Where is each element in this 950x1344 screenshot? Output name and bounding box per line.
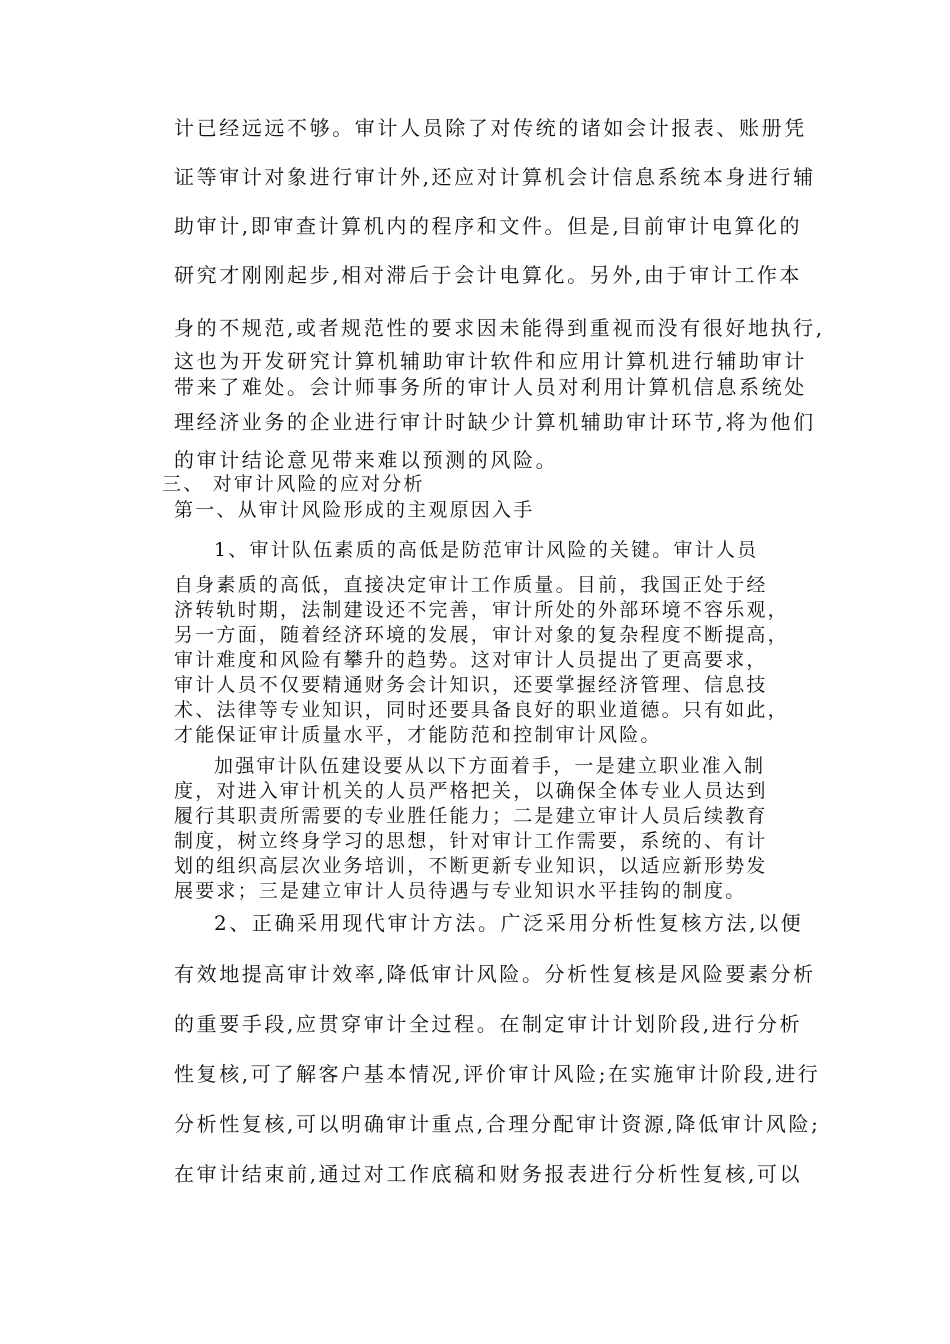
text-line: 另一方面，随着经济环境的发展，审计对象的复杂程度不断提高， [174,624,789,646]
text-line: 才能保证审计质量水平，才能防范和控制审计风险。 [174,724,662,746]
text-line: 带来了难处。会计师事务所的审计人员对利用计算机信息系统处 [174,375,807,399]
text-line: 审计人员不仅要精通财务会计知识，还要掌握经济管理、信息技 [174,674,768,696]
text-line: 身的不规范,或者规范性的要求因未能得到重视而没有很好地执行, [174,316,825,340]
text-line: 这也为开发研究计算机辅助审计软件和应用计算机进行辅助审计 [174,349,807,373]
text-line: 加强审计队伍建设要从以下方面着手，一是建立职业准入制 [214,755,766,777]
text-line: 度，对进入审计机关的人员严格把关，以确保全体专业人员达到 [174,780,768,802]
text-line: 1、审计队伍素质的高低是防范审计风险的关键。审计人员 [214,539,759,561]
text-line: 研究才刚刚起步,相对滞后于会计电算化。另外,由于审计工作本 [174,263,803,287]
text-line: 展要求；三是建立审计人员待遇与专业知识水平挂钩的制度。 [174,880,747,902]
text-line: 理经济业务的企业进行审计时缺少计算机辅助审计环节,将为他们 [174,410,816,434]
text-line: 2、正确采用现代审计方法。广泛采用分析性复核方法,以便 [214,911,804,935]
text-line: 有效地提高审计效率,降低审计风险。分析性复核是风险要素分析 [174,962,816,986]
text-line: 的审计结论意见带来难以预测的风险。 [174,448,559,472]
text-line: 划的组织高层次业务培训，不断更新专业知识，以适应新形势发 [174,855,768,877]
text-line: 履行其职责所需要的专业胜任能力；二是建立审计人员后续教育 [174,805,768,827]
text-line: 证等审计对象进行审计外,还应对计算机会计信息系统本身进行辅 [174,165,816,189]
text-line: 自身素质的高低，直接决定审计工作质量。目前，我国正处于经 [174,574,768,596]
text-line: 的重要手段,应贯穿审计全过程。在制定审计计划阶段,进行分析 [174,1012,803,1036]
text-line: 济转轨时期，法制建设还不完善，审计所处的外部环境不容乐观， [174,599,789,621]
text-line: 在审计结束前,通过对工作底稿和财务报表进行分析性复核,可以 [174,1162,803,1186]
section-heading: 三、 对审计风险的应对分析 [162,473,425,495]
text-line: 审计难度和风险有攀升的趋势。这对审计人员提出了更高要求， [174,649,768,671]
text-line: 性复核,可了解客户基本情况,评价审计风险;在实施审计阶段,进行 [174,1062,821,1086]
subsection-heading: 第一、从审计风险形成的主观原因入手 [174,499,535,521]
text-line: 计已经远远不够。审计人员除了对传统的诸如会计报表、账册凭 [174,116,807,140]
text-line: 制度，树立终身学习的思想，针对审计工作需要，系统的、有计 [174,830,768,852]
text-line: 分析性复核,可以明确审计重点,合理分配审计资源,降低审计风险; [174,1112,821,1136]
text-line: 助审计,即审查计算机内的程序和文件。但是,目前审计电算化的 [174,214,803,238]
text-line: 术、法律等专业知识，同时还要具备良好的职业道德。只有如此， [174,699,789,721]
